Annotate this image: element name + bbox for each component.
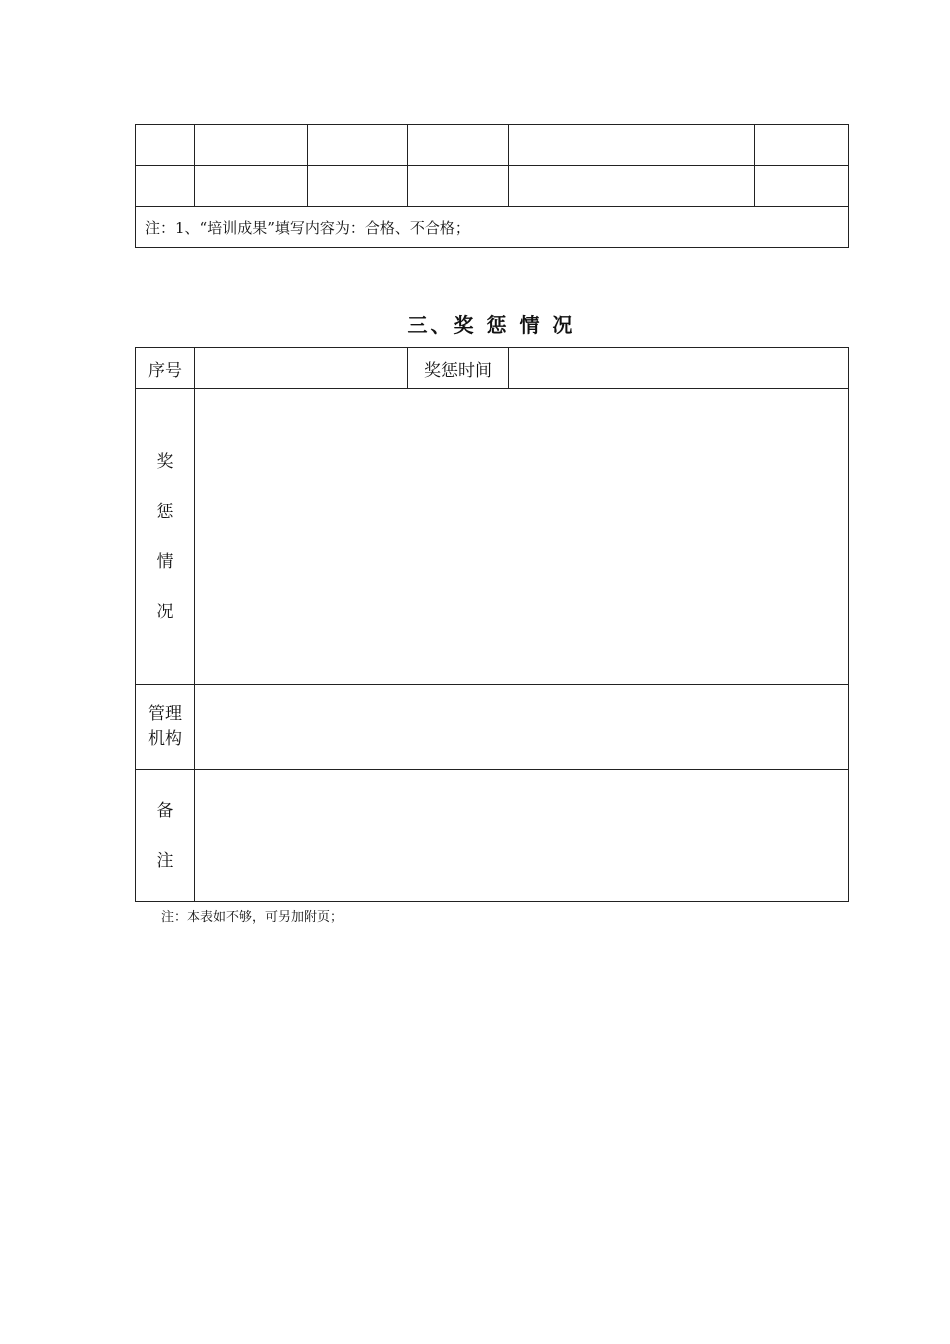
label-char: 注	[156, 850, 174, 871]
label-char: 奖	[156, 451, 174, 472]
training-note: 注：1、“培训成果”填写内容为：合格、不合格；	[136, 207, 849, 248]
rewards-details-value-cell[interactable]	[195, 389, 849, 685]
remarks-value-cell[interactable]	[195, 770, 849, 902]
footnote: 注：本表如不够，可另加附页；	[161, 910, 344, 925]
label-char: 备	[156, 800, 174, 821]
table-cell[interactable]	[195, 166, 308, 207]
training-table	[135, 124, 849, 248]
rewards-details-row	[136, 389, 849, 685]
table-cell[interactable]	[195, 125, 308, 166]
management-row	[136, 685, 849, 770]
table-cell[interactable]	[509, 166, 755, 207]
index-label: 序号	[136, 348, 195, 389]
table-cell[interactable]	[136, 125, 195, 166]
table-cell[interactable]	[136, 166, 195, 207]
label-line: 管理	[148, 704, 182, 724]
table-cell[interactable]	[308, 125, 408, 166]
index-value-cell[interactable]	[195, 348, 408, 389]
reward-time-label: 奖惩时间	[408, 348, 509, 389]
table-cell[interactable]	[408, 125, 509, 166]
label-char: 情	[156, 551, 174, 572]
rewards-details-label	[136, 389, 195, 685]
remarks-label	[136, 770, 195, 902]
label-char: 惩	[156, 501, 174, 522]
rewards-header-row	[136, 348, 849, 389]
label-line: 机构	[148, 729, 182, 749]
remarks-row	[136, 770, 849, 902]
management-label	[136, 685, 195, 770]
training-note-row	[136, 207, 849, 248]
management-value-cell[interactable]	[195, 685, 849, 770]
table-cell[interactable]	[755, 166, 849, 207]
label-char: 况	[156, 601, 174, 622]
table-row	[136, 125, 849, 166]
table-row	[136, 166, 849, 207]
table-cell[interactable]	[509, 125, 755, 166]
reward-time-value-cell[interactable]	[509, 348, 849, 389]
table-cell[interactable]	[308, 166, 408, 207]
section-title: 三、奖 惩 情 况	[407, 313, 576, 337]
table-cell[interactable]	[755, 125, 849, 166]
table-cell[interactable]	[408, 166, 509, 207]
rewards-table	[135, 347, 849, 902]
